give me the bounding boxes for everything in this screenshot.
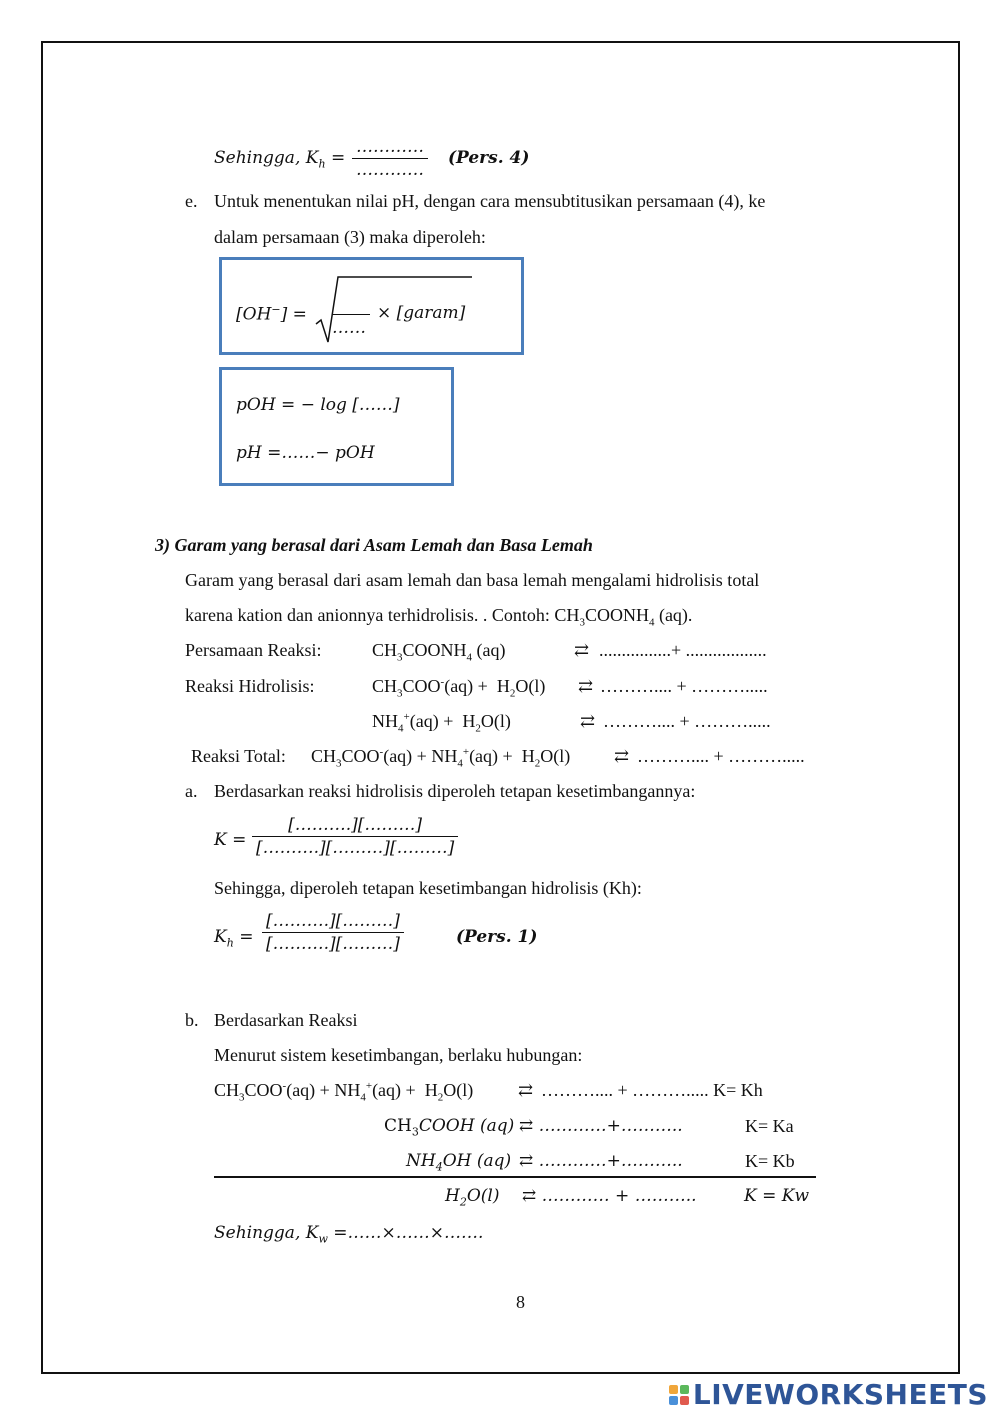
ph-formula: pH =……− pOH — [236, 443, 375, 463]
page-border — [41, 41, 960, 1374]
poh-ph-box — [219, 367, 454, 486]
hidrolisis-cation-lhs: $NH_4^+(aq) + H_2O(l)$ — [372, 711, 511, 735]
sqrt-frac-den: …… — [332, 318, 366, 338]
item-b-marker: b. — [185, 1010, 199, 1030]
eq3-lhs: $NH_4OH$ (aq) — [406, 1151, 512, 1174]
sehingga-kh-text: Sehingga, diperoleh tetapan kesetimbangan hidrolisis (Kh): — [214, 878, 642, 898]
kh-expression: Sehingga, $K_h$ = — [214, 148, 346, 171]
eq1-lhs: $CH_3COO^-(aq) + NH_4^+(aq) + H_2O(l)$ — [214, 1080, 474, 1104]
kw-expression: Sehingga, $K_w$ =……×……×……. — [214, 1223, 484, 1246]
reaksi-total-rhs: ……….... + ………..... — [637, 746, 805, 766]
kh-label: $K_h$ = — [214, 927, 254, 950]
item-b-title: Berdasarkan Reaksi — [214, 1010, 358, 1030]
sum-rule — [214, 1176, 816, 1178]
reaksi-total-label: Reaksi Total: — [191, 746, 286, 766]
oh-formula-box — [219, 257, 524, 355]
persamaan-reaksi-lhs: $CH_3COONH_4$ (aq) — [372, 640, 506, 664]
garam-term: × [garam] — [377, 303, 466, 323]
eq4-lhs: $H_2O(l)$ — [445, 1186, 500, 1209]
liveworksheets-logo — [669, 1378, 988, 1411]
hidrolisis-cation-arrow: ⇄ — [580, 711, 596, 731]
persamaan-arrow: ⇄ — [574, 640, 590, 660]
item-a-text: Berdasarkan reaksi hidrolisis diperoleh tetapan kesetimbangannya: — [214, 781, 696, 801]
eq2-lhs: $CH_3COOH$ (aq) — [384, 1116, 515, 1139]
persamaan-reaksi-rhs: ................+ .................. — [599, 640, 767, 660]
eq3-k: K= Kb — [745, 1151, 795, 1171]
sqrt-frac-line — [332, 299, 370, 315]
kh-fraction: ………… ………… — [352, 137, 428, 180]
liveworksheets-wordmark: LIVEWORKSHEETS — [692, 1378, 988, 1411]
hidrolisis-anion-arrow: ⇄ — [578, 676, 594, 696]
reaksi-total-arrow: ⇄ — [614, 746, 630, 766]
section-3-para2: karena kation dan anionnya terhidrolisis. . Contoh: $CH_3COONH_4$ (aq). — [185, 605, 693, 629]
pers-4-label: (Pers. 4) — [448, 148, 530, 168]
oh-lhs: [OH−] = — [236, 303, 307, 325]
item-a-marker: a. — [185, 781, 198, 801]
persamaan-reaksi-label: Persamaan Reaksi: — [185, 640, 322, 660]
kh-pers1-fraction: [……….][………] [……….][………] — [262, 911, 404, 954]
section-3-heading: 3) Garam yang berasal dari Asam Lemah dan Basa Lemah — [155, 535, 593, 555]
item-b-intro: Menurut sistem kesetimbangan, berlaku hubungan: — [214, 1045, 583, 1065]
item-e-line2: dalam persamaan (3) maka diperoleh: — [214, 227, 486, 247]
eq3-rhs: ⇄ …………+……….. — [519, 1151, 683, 1171]
reaksi-hidrolisis-label: Reaksi Hidrolisis: — [185, 676, 315, 696]
liveworksheets-icon — [669, 1385, 689, 1405]
item-e-line1: Untuk menentukan nilai pH, dengan cara mensubtitusikan persamaan (4), ke — [214, 191, 766, 211]
item-e-marker: e. — [185, 191, 198, 211]
eq1-arrow: ⇄ — [518, 1080, 534, 1100]
poh-formula: pOH = − log [……] — [236, 395, 400, 415]
k-label: K = — [214, 830, 247, 850]
eq4-k: K = Kw — [744, 1186, 810, 1206]
page-number: 8 — [516, 1292, 525, 1312]
hidrolisis-anion-rhs: ……….... + ………..... — [600, 676, 768, 696]
eq1-rhs: ……….... + ………..... K= Kh — [541, 1080, 763, 1100]
reaksi-total-lhs: $CH_3COO^-(aq) + NH_4^+(aq) + H_2O(l)$ — [311, 746, 571, 770]
eq2-rhs: ⇄ …………+……….. — [519, 1116, 683, 1136]
section-3-para1: Garam yang berasal dari asam lemah dan basa lemah mengalami hidrolisis total — [185, 570, 760, 590]
pers-1-label: (Pers. 1) — [456, 927, 538, 947]
hidrolisis-anion-lhs: $CH_3COO^-(aq) + H_2O(l)$ — [372, 676, 546, 700]
eq4-rhs: ⇄ ………… + ……….. — [522, 1186, 697, 1206]
eq2-k: K= Ka — [745, 1116, 794, 1136]
k-fraction: [……….][………] [……….][………][………] — [252, 815, 458, 858]
hidrolisis-cation-rhs: ……….... + ………..... — [603, 711, 771, 731]
